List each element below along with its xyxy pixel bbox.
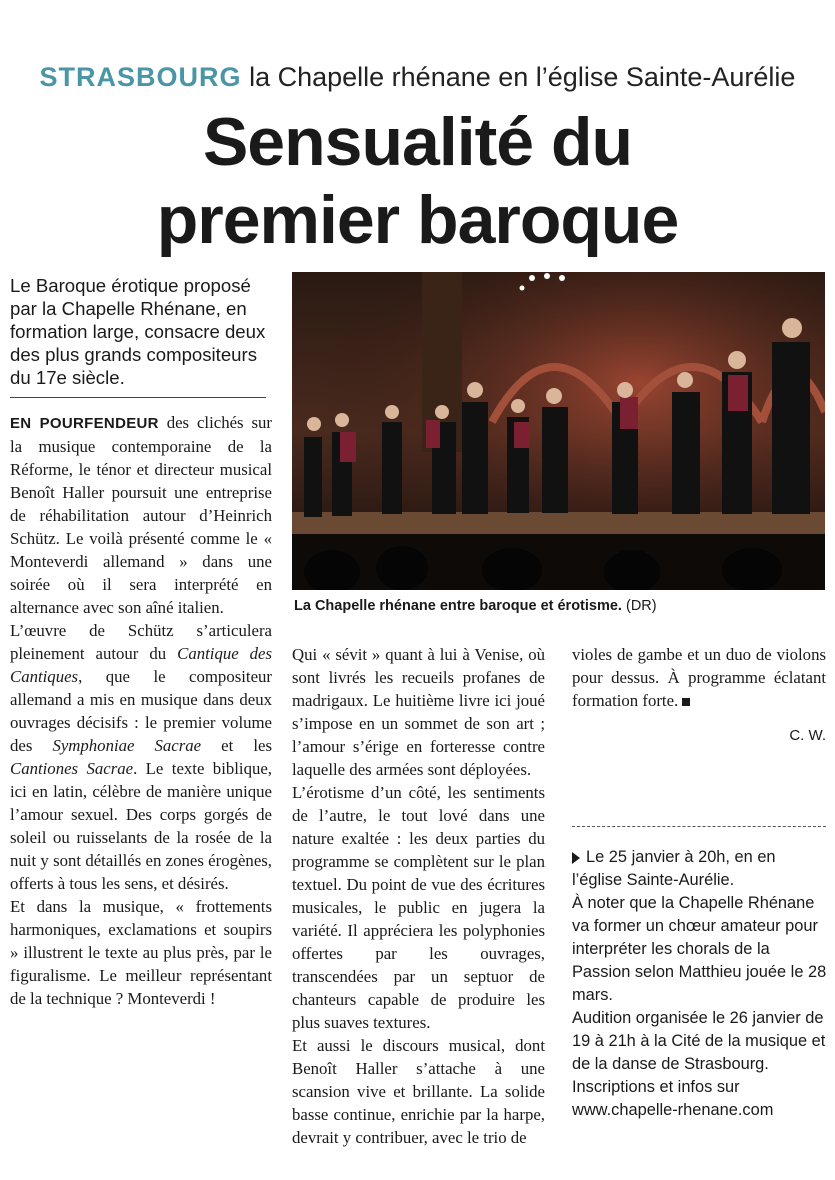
caption-text: La Chapelle rhénane entre baroque et érotisme. <box>294 598 622 614</box>
kicker-city: STRASBOURG <box>39 62 242 92</box>
headline <box>0 103 835 259</box>
article-column-3 <box>572 643 826 747</box>
info-date: Le 25 janvier à 20h, en en l’église Sainte-Aurélie. <box>572 848 776 889</box>
title-cantiones: Cantiones Sacrae <box>10 759 134 778</box>
title-cantique: Cantique des Cantiques <box>10 644 273 686</box>
signature: C. W. <box>789 727 826 744</box>
article-column-1 <box>10 411 272 1010</box>
paragraph-5: L’érotisme d’un côté, les sentiments de l’autre, le tout lové dans une nature exaltée : les deux parties du programme se complètent sur le plan textuel. Du point de vue des écritures musicales, le public en jugera la variété. Il appréciera les polyphonies offertes par les ouvrages, transcendées par un septuor de chanteurs capable de produire les plus suaves textures. <box>292 783 545 1032</box>
paragraph-6: Et aussi le discours musical, dont Benoît Haller s’attache à une scansion vive et brillante. La solide basse continue, enrichie par la harpe, devrait y contribuer, avec le trio de <box>292 1036 545 1147</box>
kicker-subtitle: la Chapelle rhénane en l’église Sainte-Aurélie <box>249 62 796 92</box>
title-symphoniae: Symphoniae Sacrae <box>52 736 202 755</box>
info-divider <box>572 826 826 827</box>
concert-photo <box>292 272 825 590</box>
kicker <box>0 60 835 94</box>
headline-line-1: Sensualité du <box>202 104 633 180</box>
chapo: Le Baroque érotique proposé par la Chapelle Rhénane, en formation large, consacre deux des plus grands compositeurs du 17e siècle. <box>10 275 266 388</box>
concert-photo-image <box>292 272 825 590</box>
end-mark <box>682 698 690 706</box>
paragraph-6-continued: violes de gambe et un duo de violons pour dessus. À programme éclatant formation forte. <box>572 645 826 710</box>
paragraph-4: Qui « sévit » quant à lui à Venise, où sont livrés les recueils profanes de madrigaux. Le huitième livre ici joué s’impose en un sommet de son art ; l’amour s’érige en forteresse contre laquelle des armées sont déployées. <box>292 645 545 779</box>
lead-in: EN POURFENDEUR <box>10 415 159 432</box>
arrow-icon <box>572 852 580 864</box>
headline-line-2: premier baroque <box>156 182 679 258</box>
chapo-divider <box>10 397 266 398</box>
photo-credit: (DR) <box>626 598 657 614</box>
info-note: À noter que la Chapelle Rhénane va former un chœur amateur pour interpréter les chorals de la Passion selon Matthieu jouée le 28 mars. <box>572 894 827 1004</box>
paragraph-1: EN POURFENDEUR des clichés sur la musique contemporaine de la Réforme, le ténor et directeur musical Benoît Haller poursuit une entreprise de réhabilitation autour d’Heinrich Schütz. Le voilà présenté comme le « Monteverdi allemand » dans une soirée où il sera interprété en alternance avec son aîné italien. <box>10 413 273 617</box>
info-audition: Audition organisée le 26 janvier de 19 à 21h à la Cité de la musique et de la danse de Strasbourg. Inscriptions et infos sur www.chapelle-rhenane.com <box>572 1009 826 1119</box>
paragraph-2: L’œuvre de Schütz s’articulera pleinement autour du Cantique des Cantiques, que le compositeur allemand a mis en musique dans deux ouvrages décisifs : le premier volume des Symphoniae Sacrae et les Cantiones Sacrae. Le texte biblique, ici en latin, célèbre de manière unique l’amour sexuel. Des corps gorgés de soleil ou ruisselants de la rosée de la nuit y sont détaillés en zones érogènes, offerts à tous les sens, et désirés. <box>10 621 273 893</box>
photo-caption <box>294 597 824 616</box>
info-box <box>572 846 828 1122</box>
article-column-2 <box>292 643 545 1149</box>
paragraph-3: Et dans la musique, « frottements harmoniques, exclamations et soupirs » illustrent le texte au plus près, par le figuralisme. Le meilleur représentant de la technique ? Monteverdi ! <box>10 897 272 1008</box>
